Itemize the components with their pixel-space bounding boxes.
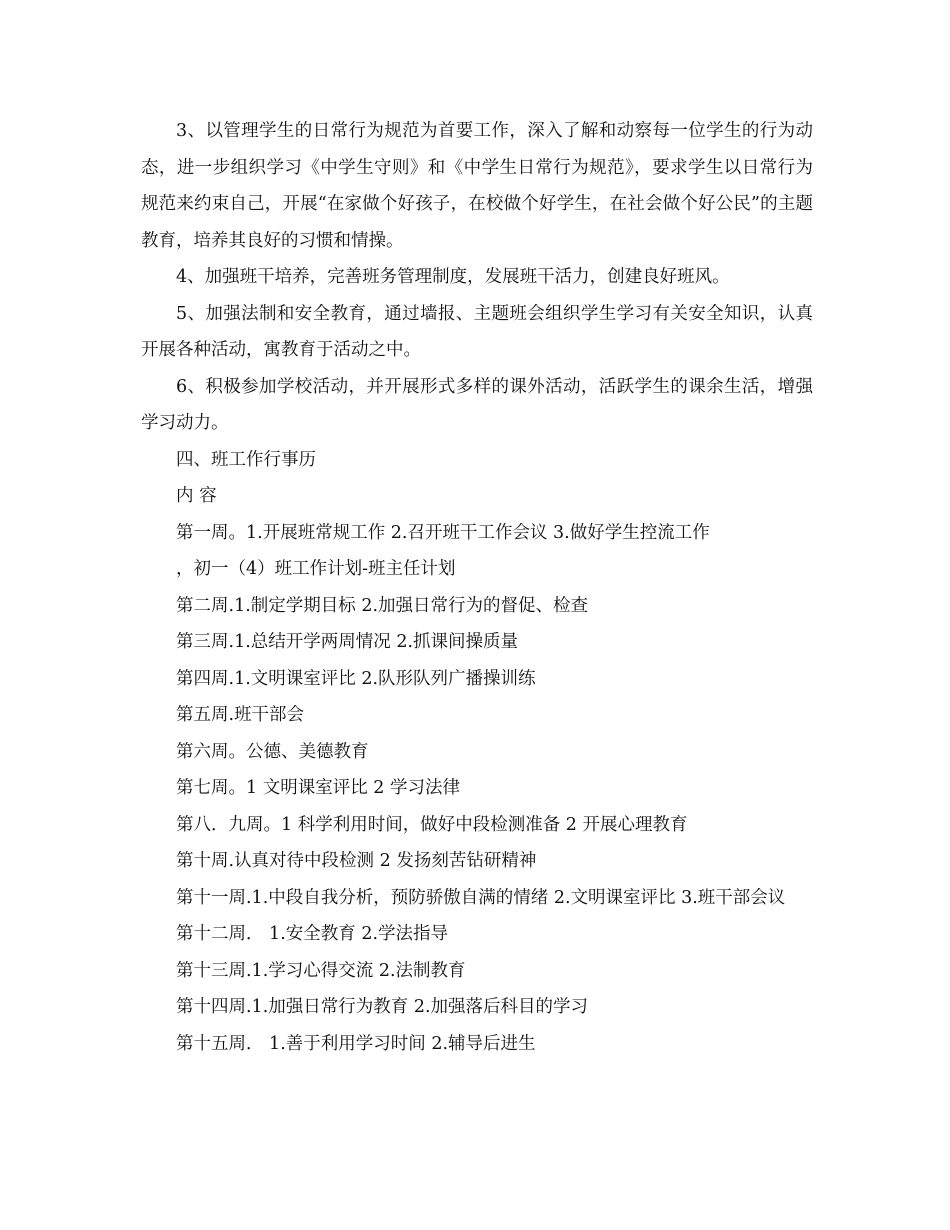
schedule-item: 第六周。公德、美德教育 [176,741,369,762]
schedule-item: 第一周。1.开展班常规工作 2.召开班干工作会议 3.做好学生控流工作 [176,522,710,543]
document-body [141,113,813,1062]
paragraph-item-4: 4、加强班干培养，完善班务管理制度，发展班干活力，创建良好班风。 [176,267,730,287]
schedule-item: ，初一（4）班工作计划-班主任计划 [176,559,456,579]
schedule-item: 第十一周.1.中段自我分析，预防骄傲自满的情绪 2.文明课室评比 3.班干部会议 [176,887,786,908]
section-heading: 四、班工作行事历 [176,449,316,470]
schedule-item: 第五周.班干部会 [176,705,305,725]
schedule-item: 第八．九周。1 科学利用时间，做好中段检测准备 2 开展心理教育 [176,814,688,835]
schedule-item: 第七周。1 文明课室评比 2 学习法律 [176,778,460,798]
schedule-subheading: 内 容 [176,486,217,506]
schedule-item: 第十五周． 1.善于利用学习时间 2.辅导后进生 [176,1033,536,1054]
paragraph-item-3: 3、以管理学生的日常行为规范为首要工作，深入了解和动察每一位学生的行为动态，进一步组织学习《中学生守则》和《中学生日常行为规范》，要求学生以日常行为规范来约束自己，开展“在家做个好孩子，在校做个好学生，在社会做个好公民”的主题教育，培养其良好的习惯和情操。 [141,121,813,251]
paragraph-item-6: 6、积极参加学校活动，并开展形式多样的课外活动，活跃学生的课余生活，增强学习动力。 [141,376,813,433]
schedule-item: 第三周.1.总结开学两周情况 2.抓课间操质量 [176,632,519,652]
schedule-item: 第十四周.1.加强日常行为教育 2.加强落后科目的学习 [176,997,589,1017]
schedule-item: 第二周.1.制定学期目标 2.加强日常行为的督促、检查 [176,595,589,616]
paragraph-item-5: 5、加强法制和安全教育，通过墙报、主题班会组织学生学习有关安全知识，认真开展各种活动，寓教育于活动之中。 [141,303,813,360]
schedule-item: 第十二周． 1.安全教育 2.学法指导 [176,924,449,944]
schedule-item: 第十周.认真对待中段检测 2 发扬刻苦钻研精神 [176,851,537,871]
schedule-item: 第四周.1.文明课室评比 2.队形队列广播操训练 [176,668,536,689]
schedule-item: 第十三周.1.学习心得交流 2.法制教育 [176,960,466,981]
